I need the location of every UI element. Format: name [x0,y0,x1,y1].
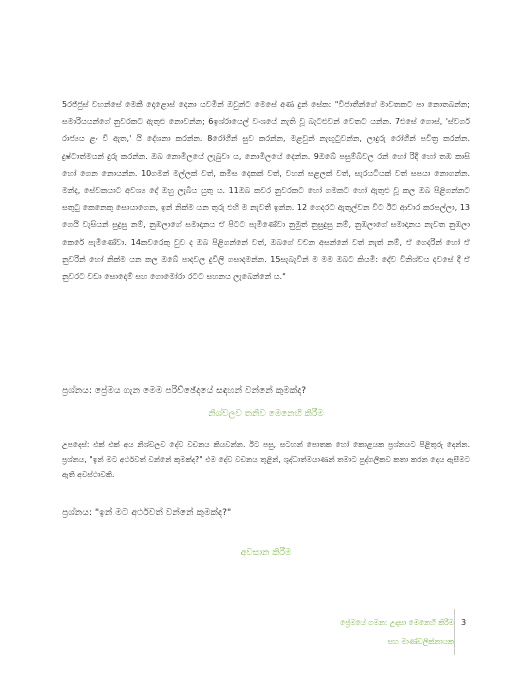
section-heading-closing: අවසාන කිරීම [240,548,292,558]
scripture-passage: 5රජ්ජුස් වහන්සේ මෙකී දොළොස් දෙනා යවමින් ඔවුන්ට මෙසේ අණ දුන් සේක: "විජාතීන්ගේ මාවතකට පා නොතබන්න; සමාරියයන්ගේ නුවරකට ඇතුළු නොවන්න; 6ඉශ්රායෙල් වංශයේ නැති වූ බැටළුවන් වෙතට යන්න. 7එසේ ගොස්, 'ස්වර්ග රාජ්‍යය ළං වී ඇත,' යි දේශනා කරන්න. 8රෝගීන් සුව කරන්න, මළවුන් නැඟුටුවන්න, ලාදුරු රෝගීන් පවිත්‍ර කරන්න. දුෂ්ටාත්මයන් දුරු කරන්න. ඔබ නොමිලයේ ලැබුවා ය, නොමිලයේ දෙන්න. 9ඔබේ පසුම්බිවල රන් හෝ රිදී හෝ තඹ කාසි හෝ ගෙන නොයන්න. 10ගමන් මල්ලක් වත්, කමිස දෙකක් වත්, වහන් සළලක් වත්, සැරයටියක් වත් සපයා නොගන්න. මන්ද, සේවකයාට අවශ්‍ය දේ ඔහු ලැබිය යුතු ය. 11ඔබ කවර නුවරකට හෝ ගමකට හෝ ඇතුළු වූ කල ඔබ පිළිගන්නට සතුටු කෙනෙකු සොයාගෙන, ඉන් නික්ම යන තුරු එහි ම නැවතී ඉන්න. 12 ගෙදරට ඇතුල්වන විට ඊට ආචාර කරපල්ලා, 13 ගෙයි වැසියන් සුදුසු නම්, නුඹලාගේ සමාදානය ඒ පිටට පැමිණේවා නුමුත් නුසුදුසු නම්, නුඹලාගේ සමාදානය නැවත නුඹලා කෙරේ පැමිණේවා. 14කවරෙකු වුව ද ඔබ පිළිගන්නේ වත්, ඔබගේ වචන අසන්නේ වත් නැත් නම්, ඒ ගෙදරින් හෝ ඒ නුවරින් හෝ නික්ම යන කල ඔබේ පාදවල දුවිලි ගසාදමන්න. 15සැබැවින් ම මම ඔබට කියමි: දේව විනිශ්චය දවසේ දී ඒ නුවරට වඩා සොදොම් සහ ගොමෝරා රටට සහනය ලැබෙන්නේ ය." [62,100,470,282]
footer-subtitle: සහ මාණ්ඩලික්නායක [387,637,454,646]
question-1: ප්‍රශ්නය: ප්‍රේමය ගැන මෙම පරිච්ඡේදයේ සඳහන් වන්නේ කුමක්ද? [62,385,307,396]
question-2: ප්‍රශ්නය: "ඉන් මට අර්ථවත් වන්නේ කුමක්ද?" [62,507,232,518]
instruction-note: උපදෙස්: එක් එක් අය නිශ්චලව දේව වචනය කියවන්න. ඊට පසු, සටහන් පොතක හෝ කොළයක ප්‍රශ්නයට පිළිතුරු දෙන්න. ප්‍රශ්නය, "ඉන් මට අර්ථවත් වන්නේ කුමක්ද?" එම දේව වචනය තුළින්, ශුද්ධාත්මයාණන් තමාට පුද්ගලිකව කතා කරන දෙය ඇසීමට ඇති අවස්ථාවකි. [62,440,470,480]
footer-divider [454,609,455,655]
footer-title: ප්‍රේමයේ ගමන: උදාසා මෙනෙහි කිරීම [340,618,454,627]
page-number: 3 [461,618,467,627]
section-heading-reflection: නිශ්චලව තනිව මෙනෙහි කිරීම [208,409,324,419]
